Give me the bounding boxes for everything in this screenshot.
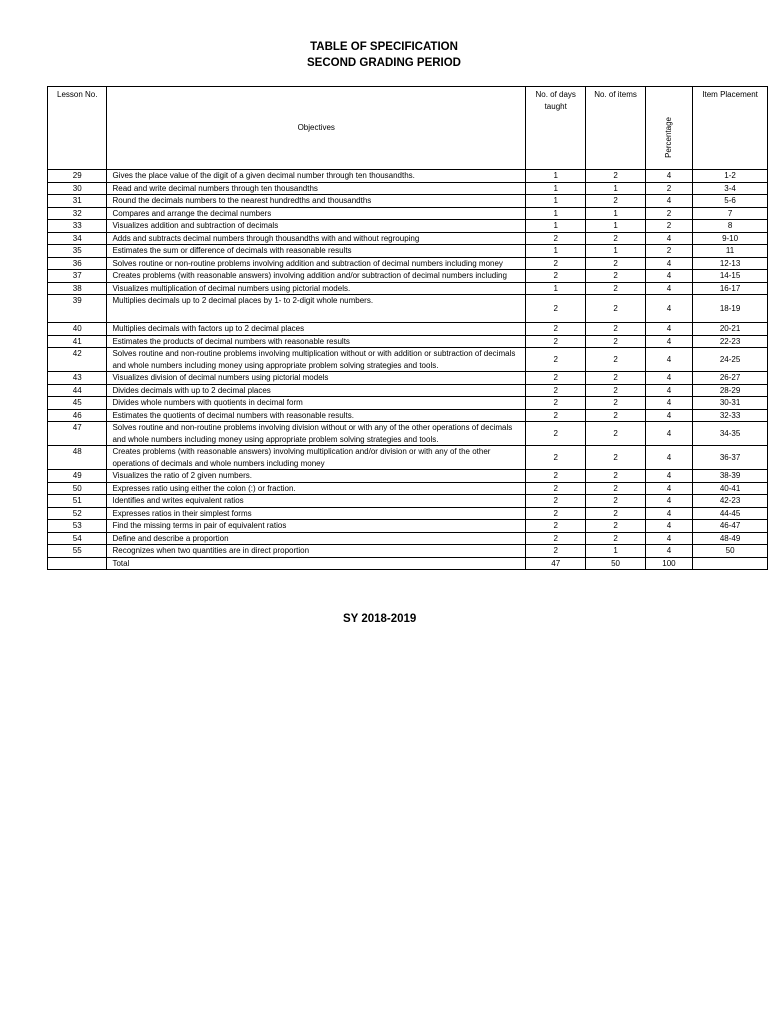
table-row [48,422,768,446]
table-row [48,195,768,208]
percentage-cell: 2 [645,245,692,258]
lesson-no-cell: 47 [48,422,107,446]
item-placement-cell: 14-15 [693,270,768,283]
lesson-no-cell: 55 [48,545,107,558]
table-row [48,520,768,533]
item-placement-cell: 32-33 [693,409,768,422]
table-row [48,245,768,258]
days-taught-cell: 1 [526,207,586,220]
no-of-items-cell: 2 [586,282,645,295]
item-placement-cell: 8 [693,220,768,233]
item-placement-cell: 30-31 [693,397,768,410]
no-of-items-cell: 2 [586,257,645,270]
item-placement-cell: 16-17 [693,282,768,295]
item-placement-cell: 18-19 [693,295,768,323]
table-row [48,507,768,520]
lesson-no-cell: 35 [48,245,107,258]
no-of-items-cell: 2 [586,335,645,348]
lesson-no-cell: 49 [48,470,107,483]
objective-cell: Adds and subtracts decimal numbers through thousandths with and without regrouping [107,232,526,245]
percentage-cell: 4 [645,470,692,483]
item-placement-cell: 3-4 [693,182,768,195]
no-of-items-cell: 2 [586,397,645,410]
table-row [48,372,768,385]
total-percentage: 100 [645,557,692,570]
table-row [48,323,768,336]
table-row [48,397,768,410]
objective-cell: Gives the place value of the digit of a given decimal number through ten thousandths. [107,170,526,183]
item-placement-cell: 24-25 [693,348,768,372]
no-of-items-cell: 2 [586,446,645,470]
table-row [48,335,768,348]
percentage-cell: 4 [645,495,692,508]
days-taught-cell: 1 [526,170,586,183]
total-row [48,557,768,570]
item-placement-cell: 26-27 [693,372,768,385]
no-of-items-cell: 2 [586,532,645,545]
days-taught-cell: 2 [526,532,586,545]
percentage-cell: 4 [645,384,692,397]
objective-cell: Identifies and writes equivalent ratios [107,495,526,508]
objective-cell: Solves routine and non-routine problems involving multiplication without or with addition or subtraction of decimals and whole numbers including money using appropriate problem solving strategies and tools. [107,348,526,372]
table-row [48,232,768,245]
table-row [48,545,768,558]
days-taught-cell: 2 [526,409,586,422]
percentage-cell: 2 [645,182,692,195]
no-of-items-cell: 1 [586,207,645,220]
days-taught-cell: 2 [526,232,586,245]
percentage-cell: 4 [645,270,692,283]
days-taught-cell: 2 [526,422,586,446]
table-row [48,295,768,323]
percentage-cell: 4 [645,545,692,558]
objective-cell: Visualizes multiplication of decimal numbers using pictorial models. [107,282,526,295]
objective-cell: Recognizes when two quantities are in direct proportion [107,545,526,558]
item-placement-cell: 28-29 [693,384,768,397]
percentage-cell: 4 [645,482,692,495]
objective-cell: Solves routine and non-routine problems involving division without or with any of the other operations of decimals and whole numbers including money using appropriate problem solving strategies and tools. [107,422,526,446]
percentage-header-label: Percentage [664,116,674,158]
percentage-cell: 4 [645,422,692,446]
no-of-items-cell: 2 [586,170,645,183]
no-of-items-cell: 2 [586,372,645,385]
item-placement-cell: 1-2 [693,170,768,183]
lesson-no-cell: 50 [48,482,107,495]
objective-cell: Creates problems (with reasonable answers) involving multiplication and/or division or with any of the other operations of decimals and whole numbers including money [107,446,526,470]
lesson-no-cell: 34 [48,232,107,245]
days-taught-cell: 2 [526,295,586,323]
percentage-cell: 2 [645,207,692,220]
table-row [48,348,768,372]
total-label: Total [107,557,526,570]
percentage-cell: 2 [645,220,692,233]
specification-table [47,86,768,570]
days-taught-cell: 1 [526,282,586,295]
no-of-items-cell: 2 [586,507,645,520]
no-of-items-cell: 2 [586,495,645,508]
total-lesson-cell [48,557,107,570]
objective-cell: Define and describe a proportion [107,532,526,545]
table-header-row [48,87,768,170]
table-row [48,207,768,220]
lesson-no-cell: 53 [48,520,107,533]
days-taught-cell: 2 [526,384,586,397]
lesson-no-cell: 54 [48,532,107,545]
days-taught-cell: 2 [526,495,586,508]
lesson-no-cell: 41 [48,335,107,348]
item-placement-cell: 20-21 [693,323,768,336]
table-row [48,282,768,295]
lesson-no-cell: 38 [48,282,107,295]
no-of-items-cell: 2 [586,482,645,495]
lesson-no-cell: 32 [48,207,107,220]
percentage-cell: 4 [645,195,692,208]
objective-cell: Creates problems (with reasonable answers) involving addition and/or subtraction of decimal numbers including [107,270,526,283]
item-placement-cell: 12-13 [693,257,768,270]
percentage-cell: 4 [645,323,692,336]
school-year: SY 2018-2019 [343,613,417,625]
item-placement-cell: 48-49 [693,532,768,545]
lesson-no-cell: 36 [48,257,107,270]
percentage-cell: 4 [645,257,692,270]
lesson-no-cell: 43 [48,372,107,385]
days-taught-cell: 2 [526,335,586,348]
days-taught-cell: 2 [526,482,586,495]
lesson-no-cell: 39 [48,295,107,323]
days-taught-cell: 2 [526,270,586,283]
table-row [48,270,768,283]
lesson-no-cell: 31 [48,195,107,208]
no-of-items-cell: 2 [586,470,645,483]
lesson-no-cell: 44 [48,384,107,397]
percentage-cell: 4 [645,372,692,385]
total-days: 47 [526,557,586,570]
objective-cell: Read and write decimal numbers through ten thousandths [107,182,526,195]
percentage-cell: 4 [645,507,692,520]
days-taught-cell: 1 [526,220,586,233]
percentage-cell: 4 [645,520,692,533]
objectives-header: Objectives [107,87,526,170]
days-taught-cell: 2 [526,397,586,410]
table-row [48,470,768,483]
percentage-cell: 4 [645,170,692,183]
lesson-no-cell: 42 [48,348,107,372]
item-placement-header: Item Placement [693,87,768,170]
lesson-no-cell: 51 [48,495,107,508]
objective-cell: Visualizes addition and subtraction of decimals [107,220,526,233]
objective-cell: Divides decimals with up to 2 decimal places [107,384,526,397]
percentage-cell: 4 [645,397,692,410]
objective-cell: Estimates the sum or difference of decimals with reasonable results [107,245,526,258]
lesson-no-cell: 48 [48,446,107,470]
document-title: TABLE OF SPECIFICATION [310,41,458,53]
percentage-cell: 4 [645,409,692,422]
table-row [48,495,768,508]
item-placement-cell: 50 [693,545,768,558]
table-row [48,384,768,397]
total-items: 50 [586,557,645,570]
no-of-items-cell: 2 [586,295,645,323]
objective-cell: Expresses ratio using either the colon (:) or fraction. [107,482,526,495]
days-taught-cell: 2 [526,470,586,483]
no-of-items-cell: 2 [586,384,645,397]
no-of-items-header: No. of items [586,87,645,170]
objective-cell: Multiplies decimals with factors up to 2 decimal places [107,323,526,336]
table-row [48,409,768,422]
no-of-items-cell: 2 [586,422,645,446]
percentage-cell: 4 [645,348,692,372]
table-row [48,532,768,545]
item-placement-cell: 7 [693,207,768,220]
no-of-items-cell: 2 [586,409,645,422]
item-placement-cell: 44-45 [693,507,768,520]
days-taught-cell: 2 [526,545,586,558]
days-taught-cell: 2 [526,520,586,533]
objective-cell: Solves routine or non-routine problems involving addition and subtraction of decimal numbers including money [107,257,526,270]
no-of-items-cell: 2 [586,323,645,336]
no-of-items-cell: 2 [586,195,645,208]
table-row [48,170,768,183]
percentage-cell: 4 [645,335,692,348]
days-taught-cell: 2 [526,348,586,372]
objective-cell: Expresses ratios in their simplest forms [107,507,526,520]
no-of-items-cell: 1 [586,245,645,258]
lesson-no-header: Lesson No. [48,87,107,170]
lesson-no-cell: 52 [48,507,107,520]
objective-cell: Multiplies decimals up to 2 decimal places by 1- to 2-digit whole numbers. [107,295,526,323]
days-taught-cell: 2 [526,372,586,385]
table-row [48,446,768,470]
percentage-cell: 4 [645,282,692,295]
objective-cell: Divides whole numbers with quotients in decimal form [107,397,526,410]
lesson-no-cell: 33 [48,220,107,233]
objective-cell: Find the missing terms in pair of equivalent ratios [107,520,526,533]
objective-cell: Visualizes division of decimal numbers using pictorial models [107,372,526,385]
lesson-no-cell: 45 [48,397,107,410]
item-placement-cell: 34-35 [693,422,768,446]
percentage-header [645,87,692,170]
no-of-items-cell: 1 [586,220,645,233]
objective-cell: Estimates the quotients of decimal numbers with reasonable results. [107,409,526,422]
lesson-no-cell: 30 [48,182,107,195]
table-row [48,257,768,270]
percentage-cell: 4 [645,532,692,545]
table-row [48,482,768,495]
lesson-no-cell: 40 [48,323,107,336]
days-taught-cell: 2 [526,257,586,270]
item-placement-cell: 9-10 [693,232,768,245]
objective-cell: Round the decimals numbers to the nearest hundredths and thousandths [107,195,526,208]
total-placement [693,557,768,570]
days-taught-cell: 1 [526,195,586,208]
item-placement-cell: 46-47 [693,520,768,533]
no-of-items-cell: 2 [586,348,645,372]
lesson-no-cell: 37 [48,270,107,283]
table-row [48,220,768,233]
objective-cell: Compares and arrange the decimal numbers [107,207,526,220]
days-taught-cell: 1 [526,245,586,258]
no-of-items-cell: 2 [586,270,645,283]
lesson-no-cell: 46 [48,409,107,422]
days-taught-cell: 2 [526,507,586,520]
percentage-cell: 4 [645,446,692,470]
item-placement-cell: 22-23 [693,335,768,348]
item-placement-cell: 38-39 [693,470,768,483]
no-of-items-cell: 2 [586,520,645,533]
objective-cell: Visualizes the ratio of 2 given numbers. [107,470,526,483]
item-placement-cell: 36-37 [693,446,768,470]
days-taught-cell: 1 [526,182,586,195]
table-row [48,182,768,195]
no-of-items-cell: 1 [586,182,645,195]
percentage-cell: 4 [645,232,692,245]
lesson-no-cell: 29 [48,170,107,183]
table-body [48,170,768,558]
item-placement-cell: 42-23 [693,495,768,508]
no-of-items-cell: 2 [586,232,645,245]
days-taught-cell: 2 [526,323,586,336]
item-placement-cell: 40-41 [693,482,768,495]
no-of-items-cell: 1 [586,545,645,558]
item-placement-cell: 5-6 [693,195,768,208]
objective-cell: Estimates the products of decimal numbers with reasonable results [107,335,526,348]
days-taught-cell: 2 [526,446,586,470]
document-subtitle: SECOND GRADING PERIOD [307,57,461,69]
days-taught-header: No. of days taught [526,87,586,170]
item-placement-cell: 11 [693,245,768,258]
percentage-cell: 4 [645,295,692,323]
